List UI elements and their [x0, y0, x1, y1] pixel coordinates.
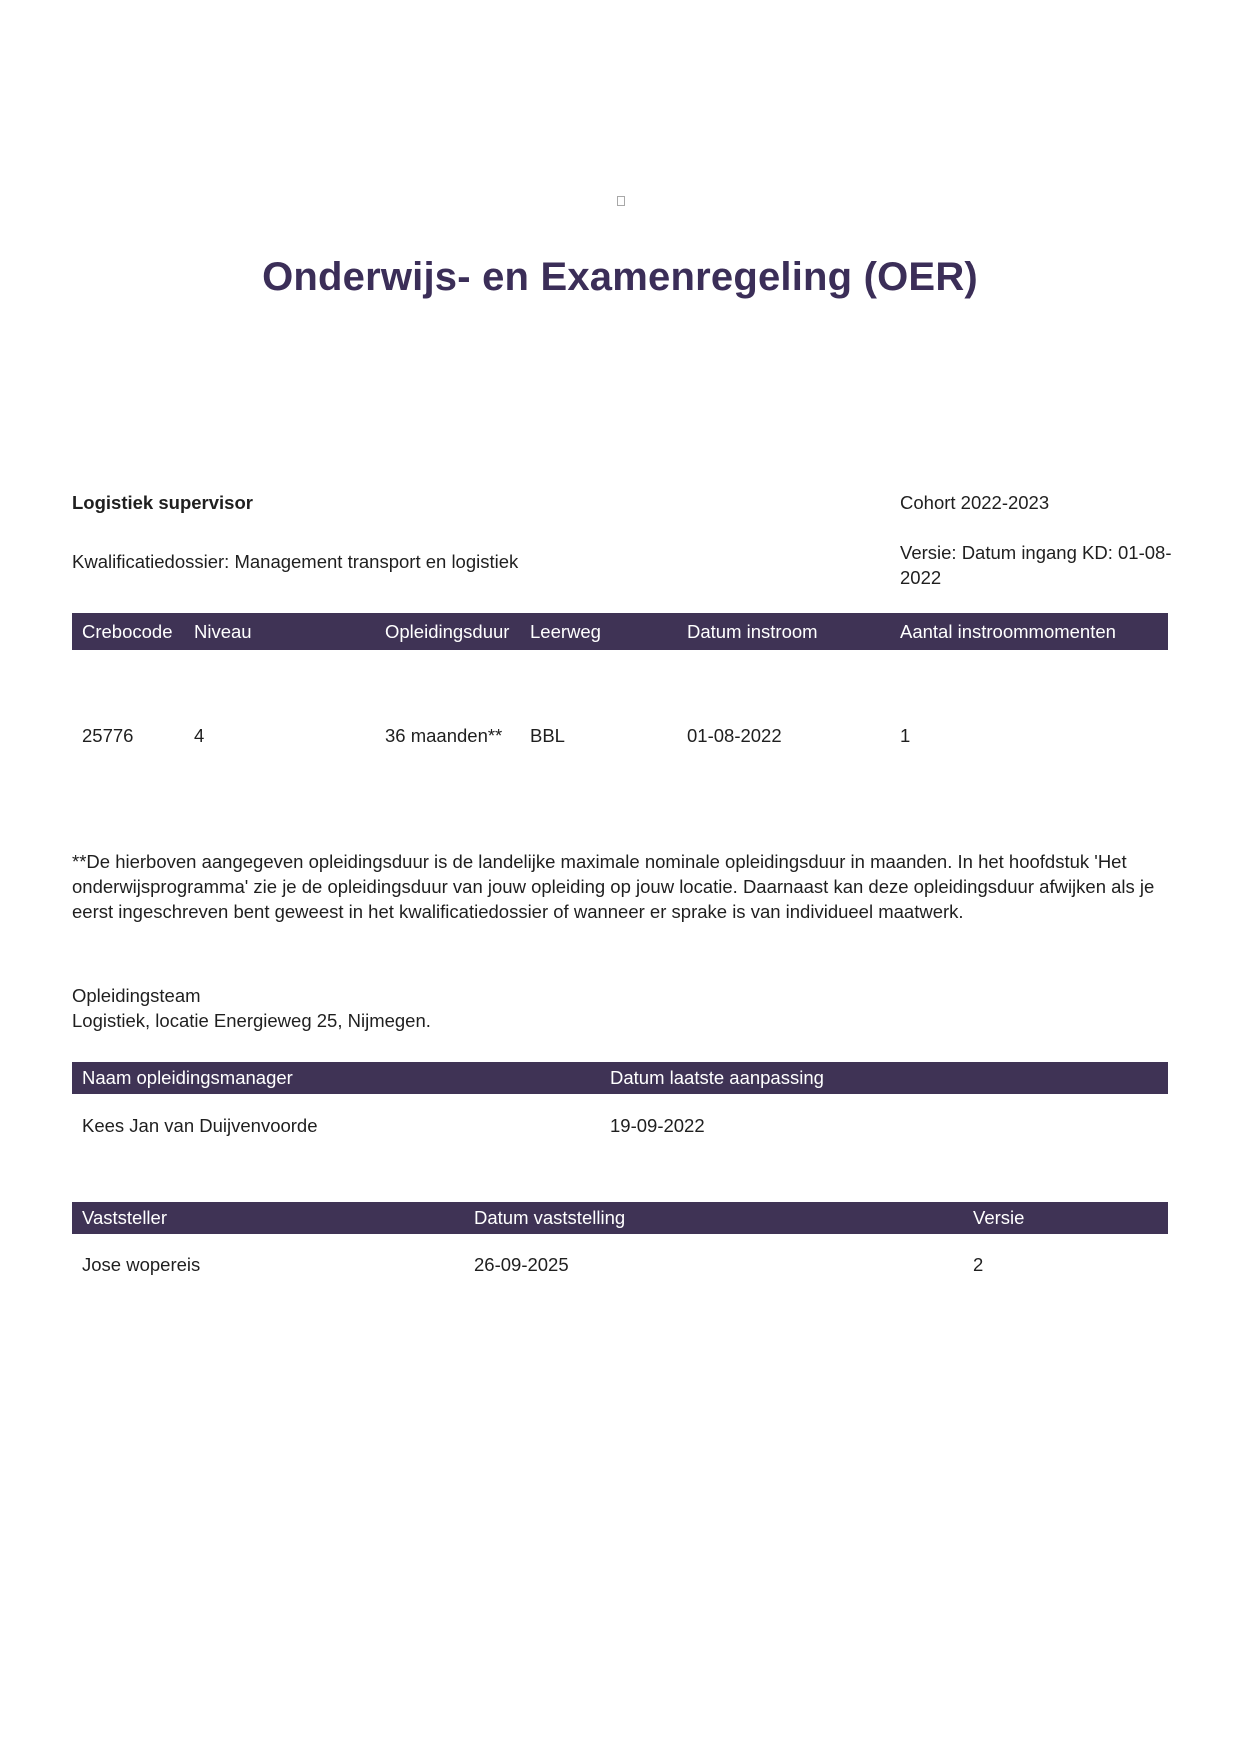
approval-header-row — [72, 1202, 1168, 1234]
team-label: Opleidingsteam — [72, 985, 201, 1006]
approval-col-vaststeller: Vaststeller — [72, 1202, 464, 1234]
intake-col-opleidingsduur: Opleidingsduur — [375, 613, 520, 650]
approval-table-row — [72, 1234, 1168, 1296]
manager-table-header — [72, 1062, 1168, 1094]
team-block — [72, 983, 772, 1033]
manager-header-row — [72, 1062, 1168, 1094]
approval-col-versie: Versie — [963, 1202, 1168, 1234]
intake-col-datum-instroom: Datum instroom — [677, 613, 890, 650]
intake-table-row — [72, 650, 1168, 822]
program-name: Logistiek supervisor — [72, 492, 253, 513]
intake-table-header — [72, 613, 1168, 650]
intake-table — [72, 613, 1168, 822]
manager-cell-datum-aanpassing: 19-09-2022 — [610, 1115, 705, 1136]
approval-cell-vaststeller: Jose wopereis — [82, 1254, 201, 1275]
intake-cell-leerweg: BBL — [530, 725, 565, 746]
approval-col-datum-vaststelling: Datum vaststelling — [464, 1202, 963, 1234]
manager-cell-naam: Kees Jan van Duijvenvoorde — [82, 1115, 318, 1136]
intake-col-aantal-instroommomenten: Aantal instroommomenten — [890, 613, 1168, 650]
intake-header-row — [72, 613, 1168, 650]
approval-cell-versie: 2 — [973, 1254, 984, 1275]
manager-col-datum-aanpassing: Datum laatste aanpassing — [600, 1062, 1168, 1094]
intake-col-leerweg: Leerweg — [520, 613, 677, 650]
qualification-label: Kwalificatiedossier: Management transport en logistiek — [72, 551, 519, 572]
approval-table — [72, 1202, 1168, 1296]
approval-table-header — [72, 1202, 1168, 1234]
intake-cell-aantal-instroommomenten: 1 — [900, 725, 911, 746]
intake-cell-datum-instroom: 01-08-2022 — [687, 725, 782, 746]
intake-cell-crebocode: 25776 — [82, 725, 134, 746]
version-label: Versie: Datum ingang KD: 01-08-2022 — [900, 542, 1172, 588]
manager-col-naam: Naam opleidingsmanager — [72, 1062, 600, 1094]
missing-image-icon — [617, 196, 625, 206]
manager-table — [72, 1062, 1168, 1158]
intake-cell-niveau: 4 — [194, 725, 205, 746]
manager-table-row — [72, 1094, 1168, 1158]
intake-cell-opleidingsduur: 36 maanden** — [385, 725, 503, 746]
approval-cell-datum-vaststelling: 26-09-2025 — [474, 1254, 569, 1275]
duration-note: **De hierboven aangegeven opleidingsduur is de landelijke maximale nominale opleidingsduur in maanden. In het hoofdstuk 'Het onderwijsprogramma' zie je de opleidingsduur van jouw opleiding op jouw locatie. Daarnaast kan deze opleidingsduur afwijken als je eerst ingeschreven bent geweest in het kwalificatiedossier of wanneer er sprake is van individueel maatwerk. — [72, 851, 1155, 922]
document-title: Onderwijs- en Examenregeling (OER) — [262, 255, 978, 299]
team-location: Logistiek, locatie Energieweg 25, Nijmegen. — [72, 1010, 431, 1031]
intake-col-crebocode: Crebocode — [72, 613, 184, 650]
intake-col-niveau: Niveau — [184, 613, 375, 650]
cohort-label: Cohort 2022-2023 — [900, 492, 1050, 513]
